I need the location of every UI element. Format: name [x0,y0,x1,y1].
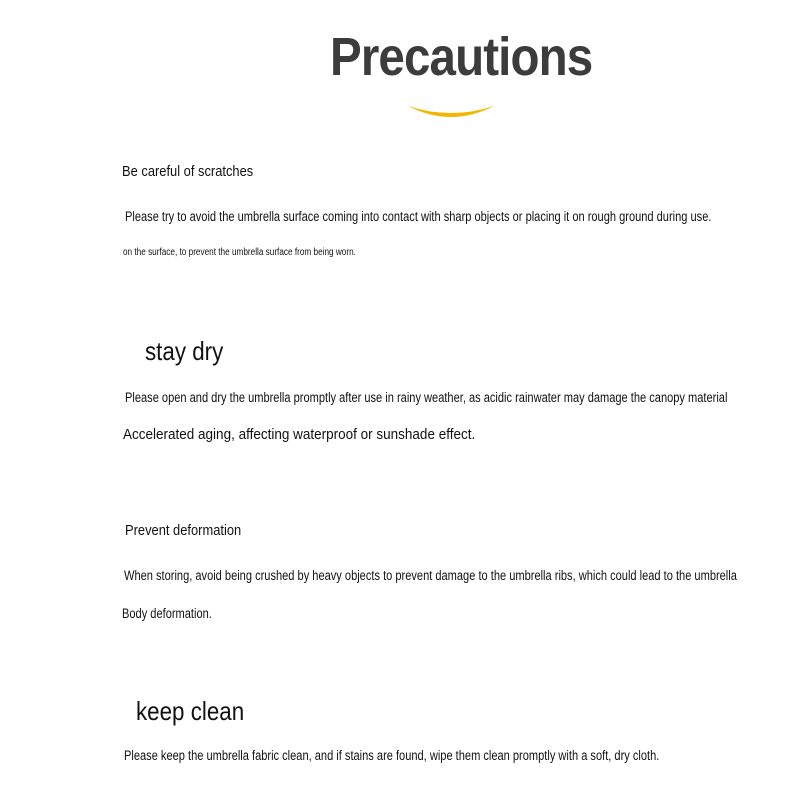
section-text-scratches-line-1: Please try to avoid the umbrella surface coming into contact with sharp objects or placing it on rough ground during use. [125,209,712,224]
section-heading-keep-clean: keep clean [136,696,245,726]
section-heading-scratches: Be careful of scratches [122,163,254,180]
section-text-keep-clean-line-1: Please keep the umbrella fabric clean, and if stains are found, wipe them clean promptly with a soft, dry cloth. [124,748,660,763]
smile-accent-icon [404,100,498,126]
section-text-stay-dry-line-2: Accelerated aging, affecting waterproof or sunshade effect. [123,426,476,443]
section-text-scratches-line-2: on the surface, to prevent the umbrella surface from being worn. [123,247,356,258]
section-text-deformation-line-1: When storing, avoid being crushed by heavy objects to prevent damage to the umbrella ribs, which could lead to the umbrella [124,568,737,583]
section-heading-deformation: Prevent deformation [125,522,242,539]
section-text-stay-dry-line-1: Please open and dry the umbrella promptly after use in rainy weather, as acidic rainwater may damage the canopy material [125,390,728,405]
section-heading-stay-dry: stay dry [145,336,224,366]
section-text-deformation-line-2: Body deformation. [122,606,212,621]
page-title: Precautions [330,27,593,87]
